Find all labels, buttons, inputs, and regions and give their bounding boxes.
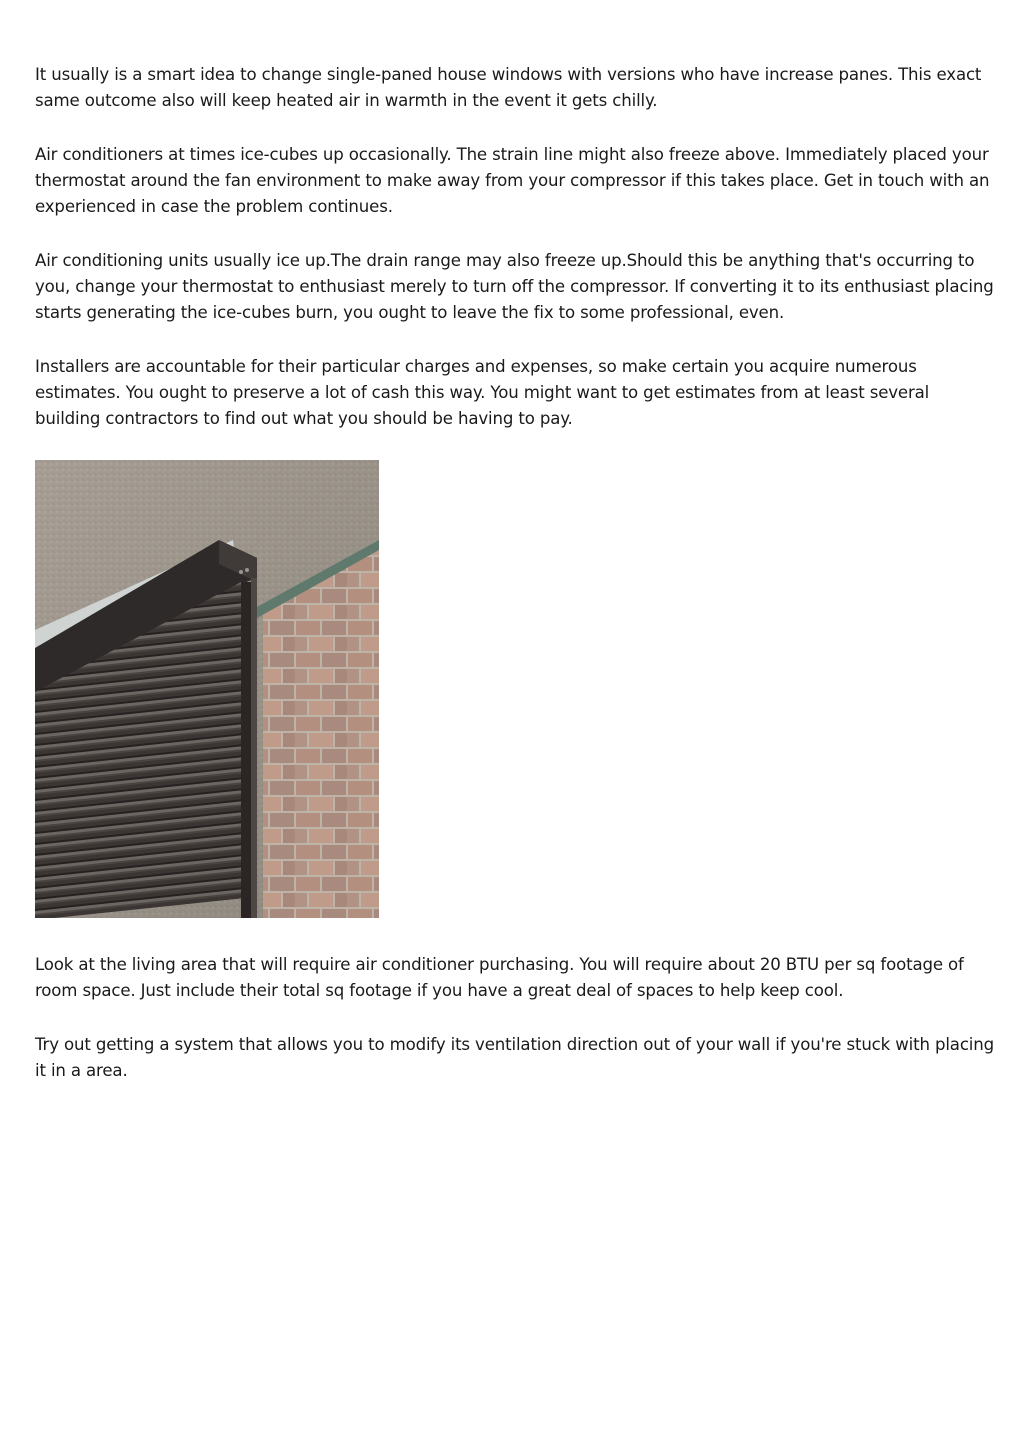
roller-shutter-image bbox=[35, 460, 379, 918]
paragraph-3: Air conditioning units usually ice up.The drain range may also freeze up.Should this be anything that's occurring to you, change your thermostat to enthusiast merely to turn off the compressor. If converting it to its enthusiast placing starts generating the ice-cubes burn, you ought to leave the fix to some professional, even. bbox=[35, 251, 994, 322]
article-body bbox=[35, 62, 995, 1112]
roller-shutter-photo bbox=[35, 460, 379, 918]
paragraph-5: Look at the living area that will require air conditioner purchasing. You will require about 20 BTU per sq footage of room space. Just include their total sq footage if you have a great deal of spaces to help keep cool. bbox=[35, 955, 964, 1000]
paragraph-1: It usually is a smart idea to change single-paned house windows with versions who have increase panes. This exact same outcome also will keep heated air in warmth in the event it gets chilly. bbox=[35, 65, 982, 110]
paragraph-2: Air conditioners at times ice-cubes up occasionally. The strain line might also freeze above. Immediately placed your thermostat around the fan environment to make away from your compressor if this takes place. Get in touch with an experienced in case the problem continues. bbox=[35, 145, 990, 216]
paragraph-6: Try out getting a system that allows you to modify its ventilation direction out of your wall if you're stuck with placing it in a area. bbox=[35, 1035, 995, 1080]
paragraph-4: Installers are accountable for their particular charges and expenses, so make certain you acquire numerous estimates. You ought to preserve a lot of cash this way. You might want to get estimates from at least several building contractors to find out what you should be having to pay. bbox=[35, 357, 930, 428]
